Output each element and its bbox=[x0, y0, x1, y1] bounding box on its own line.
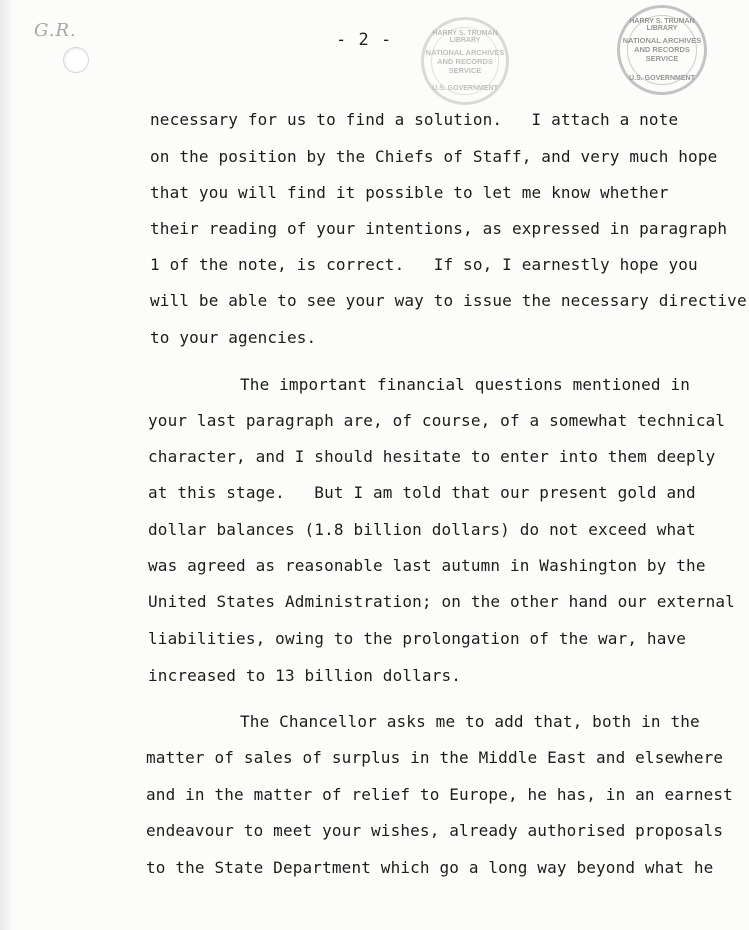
text-line: matter of sales of surplus in the Middle East and elsewhere bbox=[146, 748, 724, 767]
text-line: on the position by the Chiefs of Staff, and very much hope bbox=[150, 147, 718, 166]
archive-stamp bbox=[617, 5, 707, 95]
text-line: endeavour to meet your wishes, already authorised proposals bbox=[146, 821, 724, 840]
text-line: dollar balances (1.8 billion dollars) do not exceed what bbox=[148, 520, 696, 539]
stamp-arc-top: HARRY S. TRUMAN LIBRARY bbox=[629, 18, 695, 32]
text-line: your last paragraph are, of course, of a somewhat technical bbox=[148, 411, 726, 430]
text-line: that you will find it possible to let me know whether bbox=[150, 183, 669, 202]
text-line: to your agencies. bbox=[150, 328, 317, 347]
stamp-arc-bottom: U.S. GOVERNMENT bbox=[432, 85, 498, 92]
handwritten-initials: G.R. bbox=[34, 20, 77, 41]
text-line: character, and I should hesitate to enter into them deeply bbox=[148, 447, 716, 466]
text-line: was agreed as reasonable last autumn in Washington by the bbox=[148, 556, 706, 575]
text-line: United States Administration; on the other hand our external bbox=[148, 592, 735, 611]
text-line: liabilities, owing to the prolongation of the war, have bbox=[148, 629, 687, 648]
text-line: necessary for us to find a solution. I attach a note bbox=[150, 110, 679, 129]
page-number: - 2 - bbox=[336, 30, 393, 50]
stamp-arc-bottom: U.S. GOVERNMENT bbox=[629, 75, 695, 82]
stamp-center-text: NATIONAL ARCHIVES AND RECORDS SERVICE bbox=[425, 48, 505, 75]
text-line: 1 of the note, is correct. If so, I earnestly hope you bbox=[150, 255, 698, 274]
stamp-arc-top: HARRY S. TRUMAN LIBRARY bbox=[432, 30, 498, 44]
text-line: to the State Department which go a long way beyond what he bbox=[146, 858, 714, 877]
page-edge-shadow bbox=[0, 0, 14, 930]
text-line: their reading of your intentions, as expressed in paragraph bbox=[150, 219, 728, 238]
text-line: increased to 13 billion dollars. bbox=[148, 666, 462, 685]
punch-hole bbox=[63, 47, 89, 73]
text-line: The Chancellor asks me to add that, both in the bbox=[240, 712, 700, 731]
text-line: will be able to see your way to issue the necessary directive bbox=[150, 291, 747, 310]
stamp-center-text: NATIONAL ARCHIVES AND RECORDS SERVICE bbox=[622, 36, 702, 63]
text-line: and in the matter of relief to Europe, he has, in an earnest bbox=[146, 785, 733, 804]
text-line: at this stage. But I am told that our present gold and bbox=[148, 483, 696, 502]
text-line: The important financial questions mentioned in bbox=[240, 375, 691, 394]
archive-stamp-faint bbox=[421, 17, 509, 105]
